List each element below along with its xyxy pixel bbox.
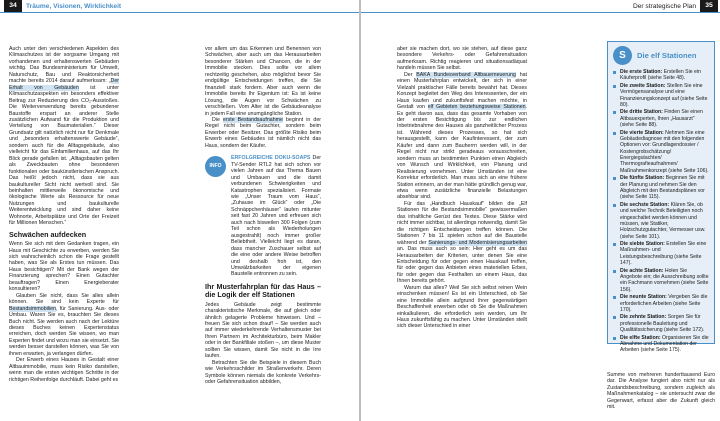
station-item: Die elfte Station: Organisieren Sie die Abnahme und Dokumentation der Arbeiten (siehe Seite 175). xyxy=(613,335,709,354)
station-item: Die achte Station: Holen Sie Angebote ein; die Ausschreibung sollte ein Fachmann vornehmen (siehe Seite 156). xyxy=(613,268,709,293)
stations-box xyxy=(607,41,715,354)
station-item: Die zehnte Station: Sorgen Sie für professionelle Bauleitung und Qualitätssicherung (siehe Seite 172). xyxy=(613,314,709,333)
paragraph: Für das „Handbuch Hauskauf“ bilden die „Elf Stationen für die Bestandsimmobilie“ gewissermaßen das inhaltliche Gerüst des Textes. Diese Stärke wird nicht immer sichtbar, ist allerdings notwendig, damit Sie die richtigen Entscheidungen treffen können. Die Stationen 7 bis 11 spielen schon auf die Baustelle während der Sanierungs- und Modernisierungsarbeiten an. Das muss auch so sein: Hier geht es um das Herausarbeiten der Kriterien, unter denen Sie eine Entscheidung für oder gegen einen Hauskauf treffen, für oder gegen das Anbieten eines materiellen Erbes, für oder gegen das Festhalten an einem Haus, das Ihnen bereits gehört. xyxy=(397,200,527,285)
highlighted-text: elf Gebieten beziehungsweise Stationen xyxy=(427,104,526,111)
info-box xyxy=(205,155,321,278)
paragraph: Wenn Sie sich mit dem Gedanken tragen, ein Haus mit Geschichte zu erwerben, werden Sie sich wahrscheinlich schon die Frage gestellt haben, was Sie als Erstes tun müssen. Das Haus besichtigen? Mit der Bank wegen der Finanzierung sprechen? Einen Gutachter beauftragen? Einen Energieberater konsultieren? xyxy=(9,241,119,293)
station-item: Die neunte Station: Vergeben Sie die erforderlichen Arbeiten (siehe Seite 170). xyxy=(613,294,709,313)
right-page-number: 35 xyxy=(700,0,718,12)
info-text: ERFOLGREICHE DOKU-SOAPS Der TV-Sender RTL2 hat sich schon vor vielen Jahren auf das Thema Bauen und Umbauen und die damit verbundenen Schwierigkeiten und Katastrophen spezialisiert. Formate wie „Unser Traum vom Haus“, „Zuhause im Glück“ oder „Die Schnäppchenhäuser“ laufen mitunter seit fast 20 Jahren und erfreuen sich auch nach bisweilen 300 Folgen (zum Teil schon als Wiederholungen ausgestrahlt) noch immer großer Beliebtheit. Vielleicht liegt es daran, dass mancher Zuschauer selbst auf die eine oder andere Weise betroffen und deshalb froh ist, den Umwälzbarkeiten der eigenen Baustelle entronnen zu sein. xyxy=(231,155,321,278)
right-column-1 xyxy=(397,46,527,330)
stations-box-header xyxy=(613,46,709,65)
station-item: Die dritte Station: Finden Sie einen Altbauexperten, Ihren „Hausarzt“ (siehe Seite 88). xyxy=(613,109,709,128)
paragraph: aber sie machen dort, wo sie stehen, auf diese ganz besondere Verkehrs- oder Gefahrensituation aufmerksam. Richtig reagieren und situationsadäquat handeln müssen Sie selbst. xyxy=(397,46,527,72)
section-heading: Schwächen aufdecken xyxy=(9,229,87,239)
left-page-number: 34 xyxy=(4,0,22,12)
right-page-header xyxy=(361,0,720,13)
right-running-title: Der strategische Plan xyxy=(632,3,696,10)
stations-list xyxy=(613,69,709,354)
station-item: Die erste Station: Erstellen Sie ein Käuferprofil (siehe Seite 48). xyxy=(613,69,709,82)
highlighted-text: Sanierungs- und Modernisierungsarbeiten xyxy=(428,239,527,246)
info-badge-icon: INFO xyxy=(205,156,226,177)
highlighted-text: erste Bestandsaufnahme xyxy=(222,116,283,123)
stations-box-title: Die elf Stationen xyxy=(637,51,697,60)
station-item: Die vierte Station: Nehmen Sie eine Gebäudediagnose mit den folgenden Optionen vor: Grundlagendossier / Kostengrobschätzung/ Energiegutachten/ Thermografieaufnahmen/ Maßnahmenkonzept (siehe Seite 106). xyxy=(613,130,709,174)
paragraph: Der Erwerb eines Hauses in Gestalt einer Altbauimmobilie, muss kein Risiko darstellen, wenn man die ersten wichtigen Schritte in der richtigen Reihenfolge durchläuft. Dabei geht es xyxy=(9,357,119,383)
left-page xyxy=(0,0,359,421)
left-column-2 xyxy=(205,46,321,386)
stations-s-icon: S xyxy=(613,46,632,65)
highlighted-text: Bestandsimmobilien xyxy=(9,305,56,312)
paragraph: Jedes Gebäude zeigt bestimmte charakteristische Merkmale, die auf gleich oder ähnlich gelagerte Probleme hinweisen. Und – freuen Sie sich schon drauf! – Sie werden auch auf immer wiederkehrende Verhaltensmuster bei Ihren Partnern im Architekturbüro, beim Makler oder in der Bankfiliale stoßen –, um diese Muster sollten Sie wissen, damit Sie nicht in die Irre laufen. xyxy=(205,301,321,360)
below-box-paragraph: Summe von mehreren hunderttausend Euro dar. Die Analyse fungiert also nicht nur als Zustandsbeschreibung, sondern zugleich als Maßnahmenkatalog – sie untersucht zwar die Gegenwart, erfasst aber die Zukunft gleich mit. xyxy=(607,372,715,411)
highlighted-text: Der Erhalt von Gebäuden xyxy=(9,78,119,91)
paragraph: Betrachten Sie die Beispiele in diesem Buch wie Verkehrsschilder im Straßenverkehr. Deren Symbole können niemals die konkrete Verkehrs- oder Gefahrensituation abbilden, xyxy=(205,359,321,386)
station-item: Die sechste Station: Klären Sie, ob und welche Technik Beteiligten noch eingeschaltet werden können und müssen, wie Statiker, Holzschutzgutachter, Vermesser usw. (siehe Seite 101). xyxy=(613,202,709,240)
info-lead: ERFOLGREICHE DOKU-SOAPS xyxy=(231,155,311,162)
paragraph: Die erste Bestandsaufnahme beginnt in der Regel nicht beim Gutachter, sondern beim Erwerber oder Besitzer. Das größte Risiko beim Erwerb eines Gebäudes ist nämlich nicht das Haus, sondern der Käufer. xyxy=(205,116,321,149)
highlighted-text: BAKA Bundesverband Altbauerneuerung xyxy=(416,71,516,78)
paragraph: vor allem um das Erkennen und Benennen von Schwächen, aber auch um das Herausarbeiten besonderer Stärken und Chancen, die in der Immobilie stecken. Dies sollte vor allem rechtzeitig geschehen, also möglichst bevor Sie endgültige Entscheidungen treffen, die Sie finanziell stark fordern. Aber auch wenn die Immobilie bereits Ihr Eigentum ist: Es ist keine Lösung, die Augen vor Schwächen zu verschließen. Vom Alter ist die Gebäudeanalyse in jedem Fall eine unumgängliche Station. xyxy=(205,46,321,117)
left-column-1 xyxy=(9,46,119,383)
right-page xyxy=(361,0,720,421)
station-item: Die siebte Station: Erstellen Sie eine Maßnahmen- und Leistungsbeschreibung (siehe Seite 147). xyxy=(613,241,709,266)
paragraph: Auch unter den verschiedenen Aspekten des Klimaschutzes ist der sorgsame Umgang mit vorhandenen und erhaltenswerten Gebäuden wichtig. Das Bundesministerium für Umwelt, Naturschutz, Bau und Reaktorsicherheit machte bereits 2014 darauf aufmerksam: „Der Erhalt von Gebäuden ist unter Klimaschutzaspekten ein besonders effektiver Beitrag zur Reduzierung des CO₂-Ausstoßes. Die Weiterverwendung bereits gebundener Baustoffe erspart an anderer Stelle zusätzlichen Aufwand für die Produktion und Verteilung von Baumaterialien.“ Dieser Grundsatz gilt natürlich nicht nur für Denkmale und „besonders erhaltenswerte Gebäude“, sondern auch für die Alltagsgebäude, also vielleicht für das Einfamilienhaus, auf das Ihr Blick gerade gefallen ist. „Alltagsbauten gelten als Zweckbauten ohne besonderen funktionalen oder baukünstlerischen Anspruch. Das heißt jedoch nicht, dass sie aus baukultureller Sicht nicht wertvoll sind. Sie beinhalten mittlerweile ökonomische und ökologische Werte als Ressource für neue Nutzungen und baukulturelle Weiterentwicklung und sind daher keine Wohnorte, Arbeitsplätze und Orte der Freizeit für Millionen Menschen.“ xyxy=(9,46,120,227)
left-page-header xyxy=(0,0,359,13)
paragraph: Glauben Sie nicht, dass Sie alles allein können. Sie sind kein Experte für Bestandsimmobilien, für Sanierung. Aus- oder Umbau. Waren Sie es, brauchten Sie dieses Buch nicht. Sie werden auch nach der Lektüre dieses Buches keinen Expertenstatus erreichen, doch werden Sie wissen, wo man Experten findet und wozu man sie einsetzt. Sie werden besser darstellen können, was Sie von ihnen erwarten, ja verlangen dürfen. xyxy=(9,292,119,357)
left-running-title: Träume, Visionen, Wirklichkeit xyxy=(26,3,122,10)
station-item: Die zweite Station: Stellen Sie eine Vermögensanalyse und eine Finanzierungskonzept auf (siehe Seite 80). xyxy=(613,83,709,108)
paragraph: Warum das alles? Weil Sie sich selbst reinen Wein einschenken müssen! Es ist ein Unterschied, ob Sie eine Immobilie allein aufgrund ihrer gegenwärtigen Beschaffenheit erwerben oder ob Sie die Maßnahmen einkalkulieren, die erforderlich sein werden, um Ihr Haus zukunftsfähig zu machen. Unter Umständen stellt sich dieser Unterschied in einer xyxy=(397,284,527,330)
station-item: Die fünfte Station: Beginnen Sie mit der Planung und nehmen Sie den Abgleich mit den Bestandsplänen vor (siehe Seite 115). xyxy=(613,175,709,200)
paragraph: Der BAKA Bundesverband Altbauerneuerung hat einen Musterfahrplan entwickelt, der sich in einer Vielzahl praktischer Fälle bereits bewährt hat. Dieses Konzept begleitet den Weg des Interessenten, der ein Haus kaufen und zukunftsfest machen möchte, in Gestalt von elf Gebieten beziehungsweise Stationen. Es geht davon aus, dass das gesamte Vorhaben von der ersten Besichtigung bis zur endlichen Inbetriebnahme des Hauses als ganzheitlicher Prozess ist. Während dieses Prozesses, so hat sich herausgestellt, kann der Kaufinteressent, der zum Käufer und dann zum Bauherrn werden will, in der Regel nicht nur strikt geradeaus vorausschreiten, sondern muss an bestimmten Punkten einen Abgleich von Wunsch und Wirklichkeit, von Planung und Realisierung vornehmen. Unter Umständen ist eine Korrektur erforderlich. Man muss sich an eine frühere Station erinnern, an der man hätte gründlich genug war, etwa wenn zusätzliche finanzielle Belastungen absehbar sind. xyxy=(397,71,527,201)
section-heading: Ihr Musterfahrplan für das Haus – die Logik der elf Stationen xyxy=(205,281,321,300)
